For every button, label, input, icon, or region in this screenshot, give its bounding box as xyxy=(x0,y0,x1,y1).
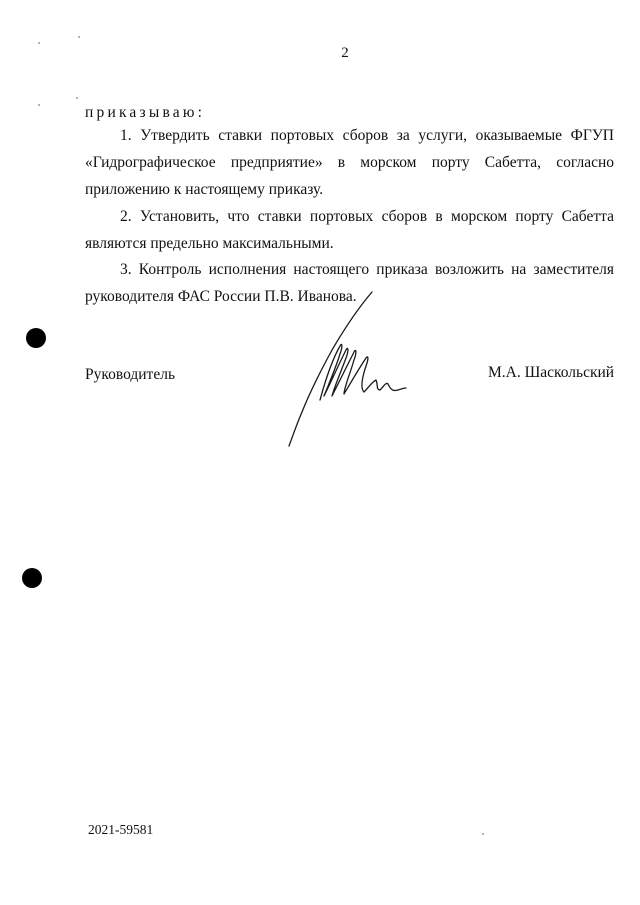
scan-speck xyxy=(38,42,40,44)
signatory-name: М.А. Шаскольский xyxy=(488,364,615,381)
signatory-title: Руководитель xyxy=(85,366,176,383)
order-lead-word: приказываю: xyxy=(85,104,206,121)
scan-speck xyxy=(76,97,78,99)
punch-hole-bottom xyxy=(22,568,42,588)
scan-speck xyxy=(78,36,80,38)
document-number: 2021-59581 xyxy=(88,822,154,837)
page-number: 2 xyxy=(341,45,349,61)
paragraph-2: 2. Установить, что ставки портовых сборов в морском порту Сабетта являются предельно максимальными. xyxy=(85,208,614,252)
handwritten-signature xyxy=(280,288,410,448)
scan-speck xyxy=(482,833,484,835)
paragraph-1: 1. Утвердить ставки портовых сборов за услуги, оказываемые ФГУП «Гидрографическое предприятие» в морском порту Сабетта, согласно приложению к настоящему приказу. xyxy=(85,127,614,198)
punch-hole-top xyxy=(26,328,46,348)
paragraph-3: 3. Контроль исполнения настоящего приказа возложить на заместителя руководителя ФАС России П.В. Иванова. xyxy=(85,261,614,305)
scan-speck xyxy=(38,104,40,106)
